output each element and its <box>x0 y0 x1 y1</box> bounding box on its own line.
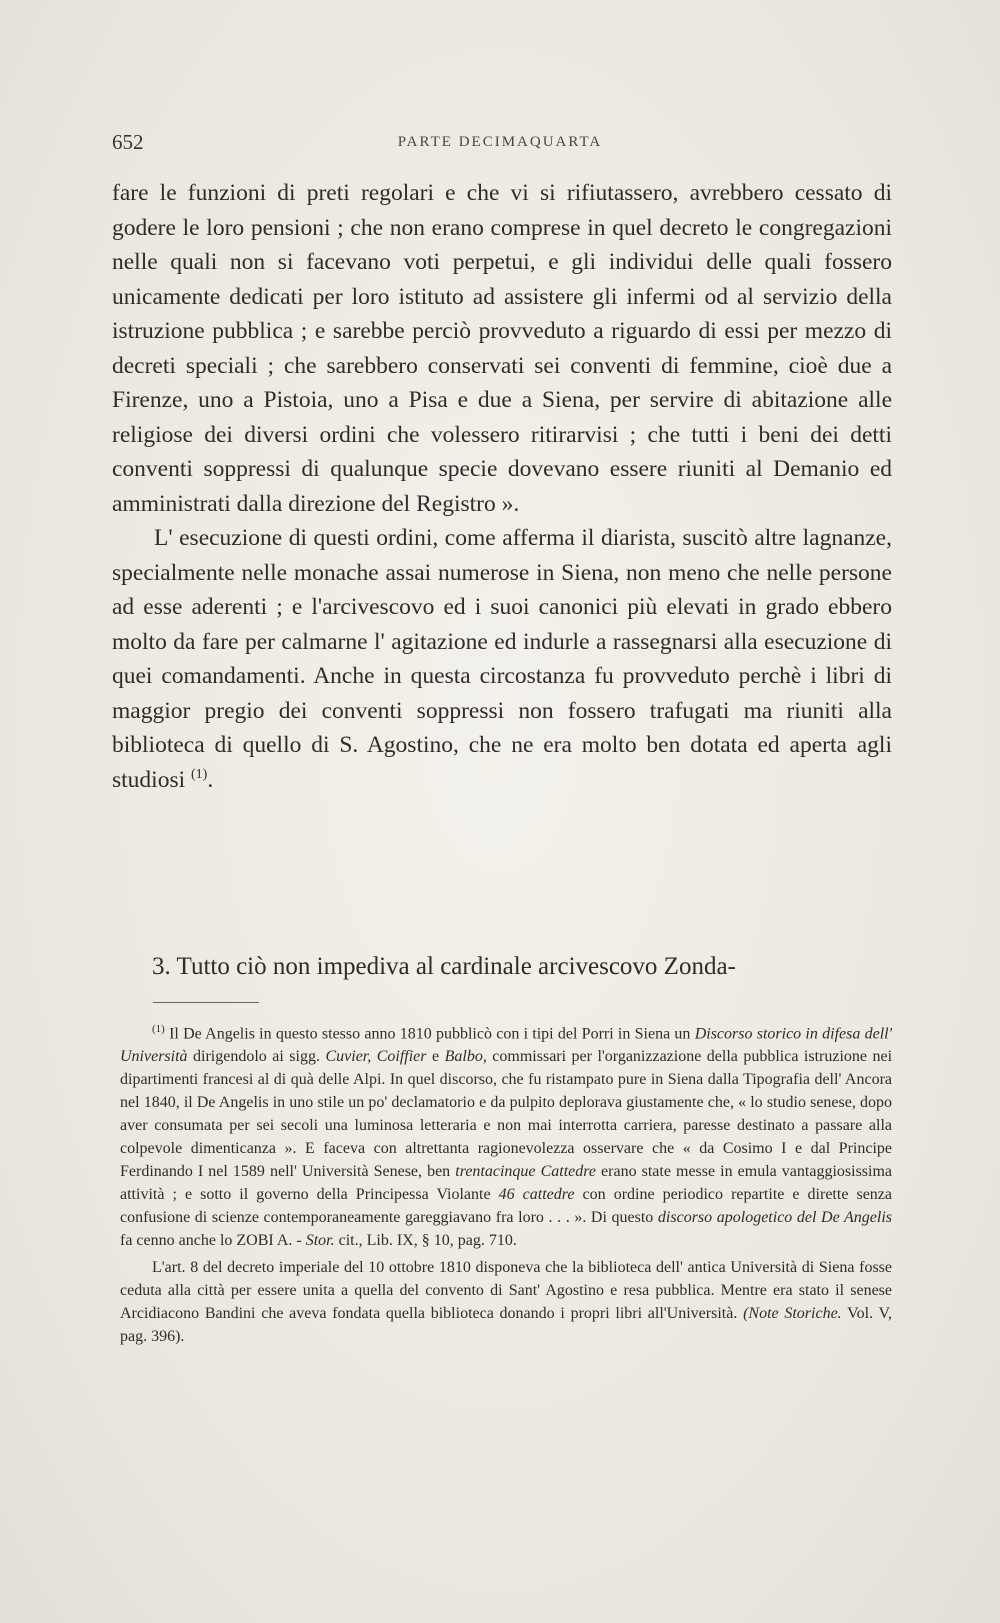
footnote-2-text-a: L'art. 8 del decreto imperiale del 10 ottobre 1810 disponeva che la biblioteca dell' antica Università di Siena fosse ceduta alla città per essere unita a quella del convento di Sant' Agostino e resa pubblica. Mentre era stato il senese Arcidiacono Bandini che aveva fondata quella biblioteca donando i propri libri all'Università. <box>120 1259 892 1323</box>
footnote-1-text-f: con ordine periodico repartite e dirette senza confusione di scienze contemporaneamente gareggiavano fra loro . . . ». Di questo <box>120 1186 893 1227</box>
footnote-1-stor: Stor. <box>305 1232 335 1250</box>
running-head: PARTE DECIMAQUARTA <box>397 134 603 150</box>
footnote-1-trentacinque: trentacinque Cattedre <box>455 1163 596 1181</box>
footnote-1 <box>120 1018 892 1252</box>
footnote-1-marker: (1) <box>152 1023 165 1035</box>
footnote-1-title: Discorso storico in difesa dell' Università <box>120 1025 893 1066</box>
footnote-1-text-b: dirigendolo ai sigg. <box>193 1048 320 1066</box>
page-number: 652 <box>112 130 144 154</box>
footnote-1-text-d: commissari per l'organizzazione della pubblica istruzione nei dipartimenti francesi al di quà delle Alpi. In quel discorso, che fu ristampato pure in Siena dalla Tipografia dell' Ancora nel 1840, il De Angelis in uno stile un po' declamatorio e da pulpito deplorava giustamente che, « lo studio senese, dopo aver consumata per sei secoli una luminosa letteraria e non mai interrotta carriera, paresse destinato a passare alla colpevole dimenticanza ». E faceva con altrettanta ragionevolezza osservare che « da Cosimo I e dal Principe Ferdinando I nel 1589 nell' Università Senese, ben <box>120 1048 893 1181</box>
footnote-1-text-c: e <box>432 1048 440 1066</box>
page-header <box>112 130 888 160</box>
footnote-1-text-h: cit., Lib. IX, § 10, pag. 710. <box>338 1232 517 1250</box>
footnote-1-text-e: erano state messe in emula vantaggiosissima attività ; e sotto il governo della Principessa Violante <box>120 1163 893 1204</box>
section-3-opening: 3. Tutto ciò non impediva al cardinale arcivescovo Zonda- <box>152 953 736 980</box>
body-text <box>112 176 892 797</box>
paragraph-2-end: . <box>207 766 214 793</box>
footnote-1-names: Cuvier, Coiffier <box>325 1048 427 1066</box>
footnote-1-text-g: fa cenno anche lo ZOBI A. - <box>120 1232 302 1250</box>
footnote-1-46-cattedre: 46 cattedre <box>498 1186 575 1204</box>
footnote-2-cite: (Note Storiche. <box>743 1305 842 1323</box>
footnote-1-name2: Balbo, <box>444 1048 487 1066</box>
footnote-1-discorso: discorso apologetico del De Angelis <box>657 1209 893 1227</box>
footnote-2-text-b: Vol. V, pag. 396). <box>120 1305 892 1346</box>
footnote-divider <box>153 1002 259 1003</box>
footnote-1-text-a: Il De Angelis in questo stesso anno 1810 pubblicò con i tipi del Porri in Siena un <box>169 1025 691 1043</box>
paragraph-2-text: L' esecuzione di questi ordini, come afferma il diarista, suscitò altre lagnanze, specialmente nelle monache assai numerose in Siena, non meno che nelle persone ad esse aderenti ; e l'arcivescovo ed i suoi canonici più elevati in grado ebbero molto da fare per calmarne l' agitazione ed indurle a rassegnarsi alla esecuzione di quei comandamenti. Anche in questa circostanza fu provveduto perchè i libri di maggior pregio dei conventi soppressi non fossero trafugati ma riuniti alla biblioteca di quello di S. Agostino, che ne era molto ben dotata ed aperta agli studiosi <box>112 525 892 793</box>
footnotes <box>120 1018 892 1352</box>
footnote-2 <box>120 1256 892 1348</box>
footnote-reference: (1) <box>191 766 208 782</box>
paragraph-2 <box>112 521 892 797</box>
paragraph-1: fare le funzioni di preti regolari e che vi si rifiutassero, avrebbero cessato di godere le loro pensioni ; che non erano comprese in quel decreto le congregazioni nelle quali non si facevano voti perpetui, e gli individui delle quali fossero unicamente dedicati per loro istituto ad assistere gli infermi od al servizio della istruzione pubblica ; e sarebbe perciò provveduto a riguardo di essi per mezzo di decreti speciali ; che sarebbero conservati sei conventi di femmine, cioè due a Firenze, uno a Pistoia, uno a Pisa e due a Siena, per servire di abitazione alle religiose dei diversi ordini che volessero ritirarvisi ; che tutti i beni dei detti conventi soppressi di qualunque specie dovevano essere riuniti al Demanio ed amministrati dalla direzione del Registro ». <box>112 180 892 517</box>
